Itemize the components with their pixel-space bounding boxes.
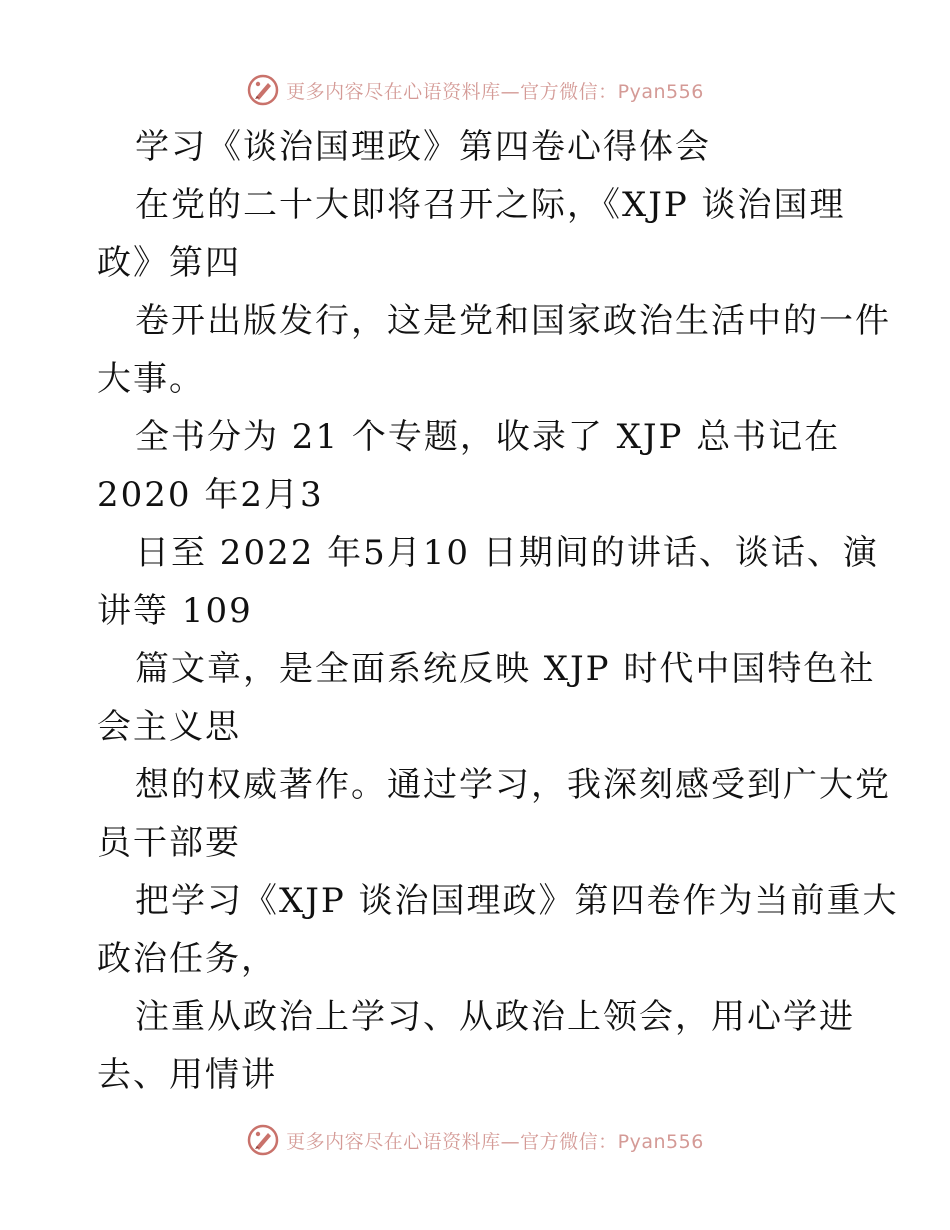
text-line: 想的权威著作。通过学习，我深刻感受到广大党 <box>135 765 891 805</box>
footer-watermark-banner <box>0 1120 950 1160</box>
text-line: 政》第四 <box>97 243 241 283</box>
text-line: 讲等 109 <box>97 591 253 631</box>
text-line: 在党的二十大即将召开之际，《XJP 谈治国理 <box>135 185 846 225</box>
text-line: 篇文章，是全面系统反映 XJP 时代中国特色社 <box>135 649 876 689</box>
text-line: 员干部要 <box>97 823 241 863</box>
text-line: 大事。 <box>97 359 205 399</box>
text-line: 去、用情讲 <box>97 1055 277 1095</box>
footer-watermark-text: 更多内容尽在心语资料库—官方微信：Pyan556 <box>286 1130 704 1153</box>
header-watermark-text: 更多内容尽在心语资料库—官方微信：Pyan556 <box>286 80 704 103</box>
text-line: 会主义思 <box>97 707 241 747</box>
header-watermark-banner <box>0 70 950 110</box>
text-line: 学习《谈治国理政》第四卷心得体会 <box>135 127 711 167</box>
pen-logo-icon <box>246 73 280 107</box>
text-line: 政治任务， <box>97 939 277 979</box>
text-line: 日至 2022 年5月10 日期间的讲话、谈话、演 <box>135 533 879 573</box>
text-line: 把学习《XJP 谈治国理政》第四卷作为当前重大 <box>135 881 899 921</box>
text-line: 全书分为 21 个专题，收录了 XJP 总书记在 <box>135 417 841 457</box>
text-line: 注重从政治上学习、从政治上领会，用心学进 <box>135 997 855 1037</box>
document-body <box>97 118 899 1104</box>
text-line: 卷开出版发行，这是党和国家政治生活中的一件 <box>135 301 891 341</box>
pen-logo-icon <box>246 1123 280 1157</box>
text-line: 2020 年2月3 <box>97 475 324 515</box>
